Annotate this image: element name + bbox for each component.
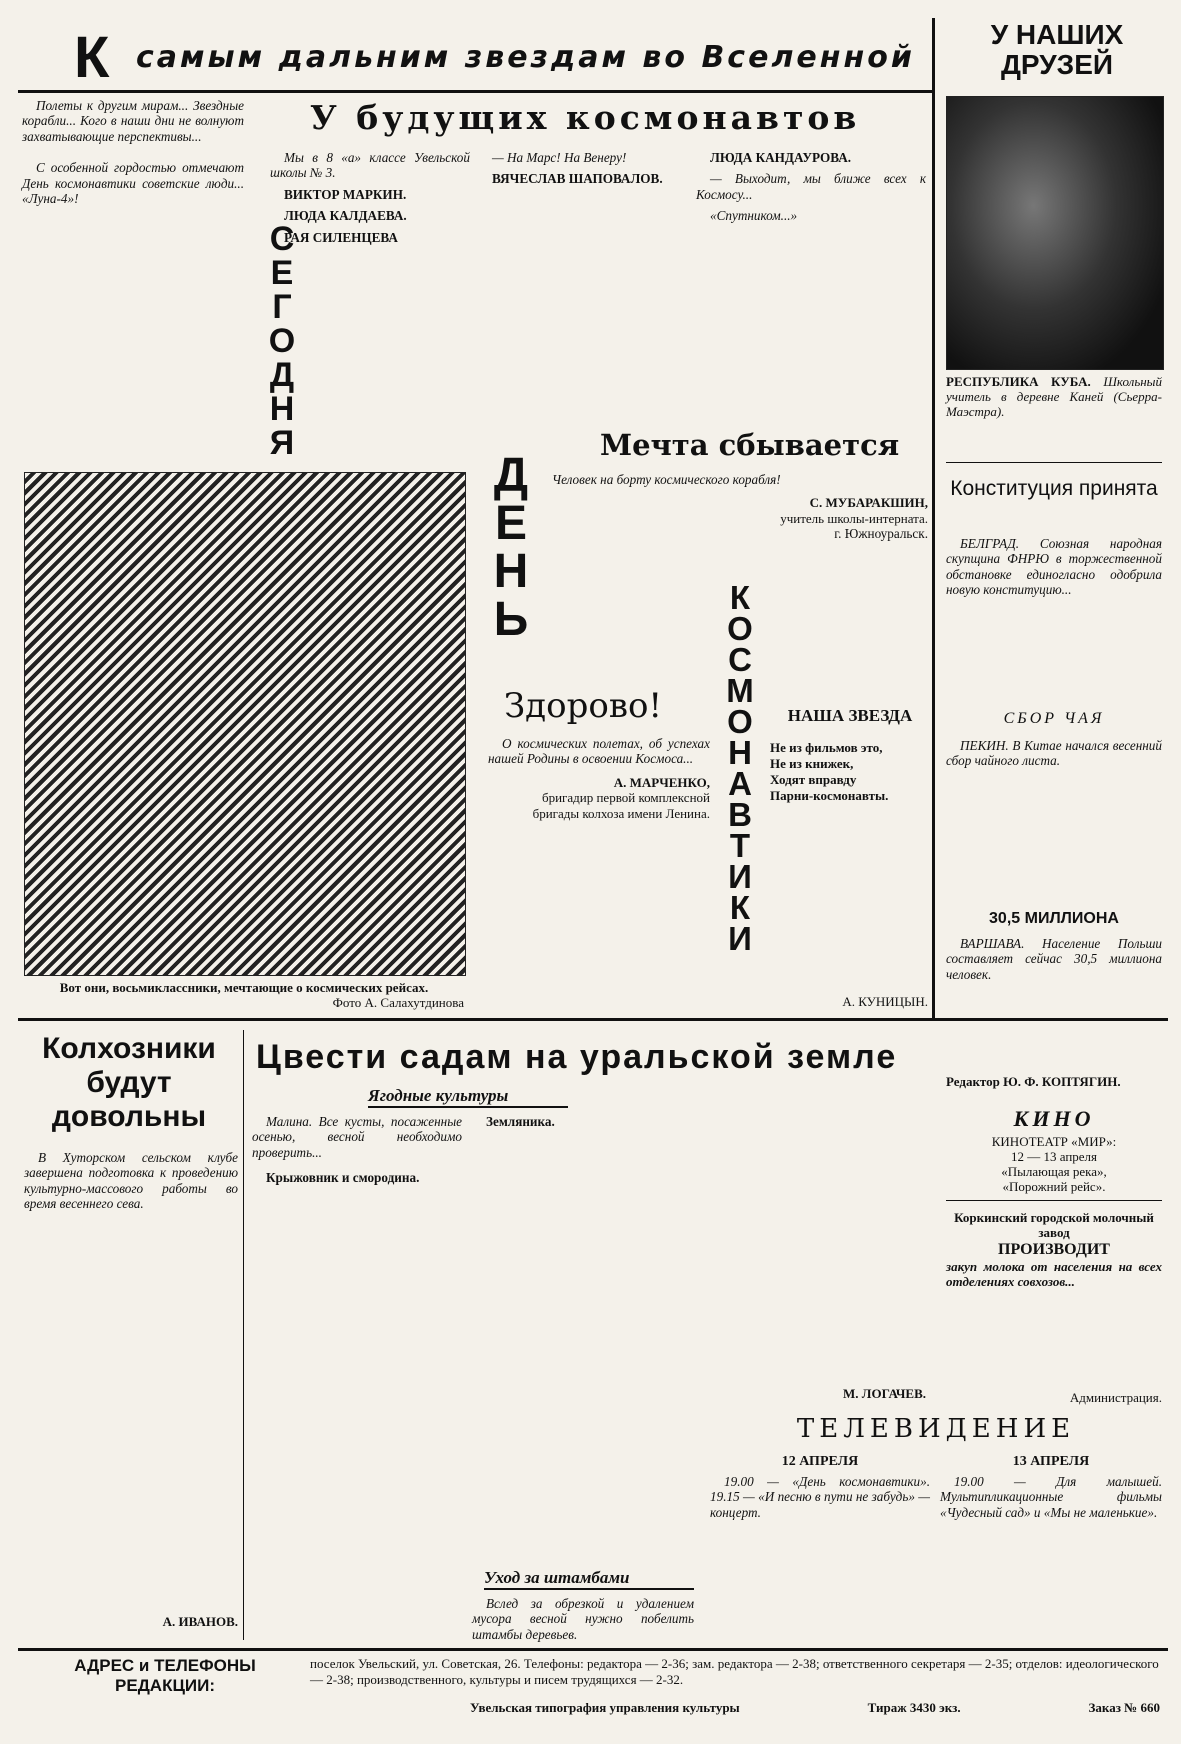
hello-title: Здорово! (504, 686, 663, 726)
future-vertical-word: СЕГОДНЯ (268, 220, 296, 462)
editor-line: Редактор Ю. Ф. КОПТЯГИН. (946, 1074, 1121, 1089)
tea-excerpt: ПЕКИН. В Китае начался весенний сбор чайного листа. (946, 738, 1162, 769)
gardens-title: Цвести садам на уральской земле (256, 1038, 898, 1076)
dream-signature-role: учитель школы-интерната. (780, 510, 928, 526)
tea-article (946, 738, 1162, 769)
poland-article (946, 936, 1162, 982)
cinema-title: КИНО (1013, 1106, 1095, 1131)
gardens-excerpt-1: Малина. Все кусты, посаженные осенью, весной необходимо проверить... (252, 1114, 462, 1160)
banner-headline: самым дальним звездам во Вселенной (136, 40, 915, 75)
future-col2-excerpt: — На Марс! На Венеру! (492, 150, 627, 165)
friends-rule-1 (946, 462, 1162, 463)
students-photo-credit: Фото А. Салахутдинова (332, 995, 464, 1010)
poem-title: НАША ЗВЕЗДА (787, 706, 913, 725)
constitution-excerpt: БЕЛГРАД. Союзная народная скупщина ФНРЮ в торжественной обстановке единогласно одобрила новую конституцию... (946, 536, 1162, 598)
dairy-excerpt: закуп молока от населения на всех отделениях совхозов... (946, 1259, 1162, 1289)
future-author-2: ЛЮДА КАЛДАЕВА. (284, 208, 407, 224)
banner-initial: К (74, 25, 110, 90)
tv-title: ТЕЛЕВИДЕНИЕ (796, 1414, 1076, 1444)
dream-article (538, 472, 928, 542)
poem-line-2: Не из книжек, (770, 756, 854, 771)
gardens-col-2b (472, 1596, 694, 1642)
cosmonautics-vertical-word: КОСМОНАВТИКИ (726, 579, 754, 957)
gardens-excerpt-2: Крыжовник и смородина. (266, 1170, 420, 1186)
cinema-info (946, 1134, 1162, 1194)
dream-title: Мечта сбывается (600, 428, 900, 462)
intro-excerpt: Полеты к другим мирам... Звездные корабли... Кого в наши дни не волнуют захватывающие перспективы... (22, 98, 244, 144)
poem-line-4: Парни-космонавты. (770, 788, 889, 803)
gardens-excerpt-3: Земляника. (486, 1114, 555, 1129)
footer-rule (18, 1648, 1168, 1651)
future-col-2 (478, 150, 688, 187)
footer-label: АДРЕС и ТЕЛЕФОНЫ РЕДАКЦИИ: (74, 1656, 256, 1695)
friends-title: У НАШИХ ДРУЗЕЙ (990, 19, 1124, 80)
cinema-film-2: «Порожний рейс». (1002, 1179, 1106, 1194)
cinema-rule (946, 1200, 1162, 1201)
dream-excerpt: Человек на борту космического корабля! (552, 472, 781, 487)
cuba-caption (946, 374, 1162, 419)
footer-order: Заказ № 660 (1088, 1700, 1160, 1715)
footer-address: поселок Увельский, ул. Советская, 26. Телефоны: редактора — 2-36; зам. редактора — 2-38; ответственного секретаря — 2-35; отделов: идеологического — 2-38; производственного, культуры и писем трудящихся — 2-32. (310, 1656, 1159, 1687)
dairy-signature: Администрация. (1069, 1390, 1162, 1405)
dairy-notice (946, 1210, 1162, 1289)
future-col3-excerpt: — Выходит, мы ближе всех к Космосу... (696, 171, 926, 202)
poland-excerpt: ВАРШАВА. Население Польши составляет сейчас 30,5 миллиона человек. (946, 936, 1162, 982)
tv-day2-date: 13 АПРЕЛЯ (1012, 1454, 1090, 1469)
dairy-org: Коркинский городской молочный завод (954, 1210, 1154, 1240)
future-author-1: ВИКТОР МАРКИН. (284, 186, 407, 202)
hello-article (488, 736, 710, 821)
cinema-dates: 12 — 13 апреля (1010, 1149, 1098, 1164)
future-col-3 (696, 150, 926, 224)
cuba-teacher-photo (946, 96, 1164, 370)
dream-place: г. Южноуральск. (834, 526, 928, 542)
gardens-signature: М. ЛОГАЧЕВ. (843, 1386, 926, 1401)
hello-signature-role: бригадир первой комплексной бригады колхоза имени Ленина. (532, 790, 710, 821)
gardens-subhead-2: Уход за штамбами (484, 1568, 694, 1590)
collective-signature: А. ИВАНОВ. (162, 1614, 238, 1629)
students-caption-text: Вот они, восьмиклассники, мечтающие о космических рейсах. (59, 980, 429, 995)
collective-excerpt: В Хуторском сельском клубе завершена подготовка к проведению культурно-массового работы во время весеннего сева. (24, 1150, 238, 1212)
intro-article (22, 98, 244, 206)
tv-day1 (710, 1474, 930, 1520)
poem-text (770, 740, 930, 804)
footer-print: Увельская типография управления культуры (470, 1700, 740, 1715)
cinema-theater: КИНОТЕАТР «МИР»: (991, 1134, 1117, 1149)
collective-title: Колхозники будут довольны (42, 1032, 216, 1133)
future-closing: «Спутником...» (710, 208, 798, 224)
future-title: У будущих космонавтов (310, 98, 861, 137)
poem-signature: А. КУНИЦЫН. (842, 994, 928, 1009)
tea-title: СБОР ЧАЯ (1003, 710, 1105, 727)
students-photo-caption (24, 980, 464, 1010)
hello-signature: А. МАРЧЕНКО, (613, 774, 710, 790)
tv-day1-date: 12 АПРЕЛЯ (781, 1454, 859, 1469)
poem-line-1: Не из фильмов это, (770, 740, 883, 755)
tv-day2-excerpt: 19.00 — Для малышей. Мультипликационные фильмы «Чудесный сад» и «Мы не маленькие». (940, 1474, 1162, 1520)
dream-signature: С. МУБАРАКШИН, (809, 495, 928, 511)
poem-line-3: Ходят вправду (770, 772, 857, 787)
gardens-col-2 (472, 1114, 694, 1129)
gardens-excerpt-4: Вслед за обрезкой и удалением мусора весной нужно побелить штамбы деревьев. (472, 1596, 694, 1642)
column-divider (932, 18, 935, 1018)
future-col1-excerpt: Мы в 8 «а» классе Увельской школы № 3. (270, 150, 470, 181)
constitution-title: Конституция принята (950, 477, 1158, 500)
footer-print-line (470, 1700, 1160, 1716)
tv-day2 (940, 1474, 1162, 1520)
tv-day1-excerpt: 19.00 — «День космонавтики». 19.15 — «И песню в пути не забудь» — концерт. (710, 1474, 930, 1520)
cuba-caption-text: Школьный учитель в деревне Каней (Сьерра-Маэстра). (946, 374, 1162, 419)
section-rule (18, 1018, 1168, 1021)
future-author-4: ВЯЧЕСЛАВ ШАПОВАЛОВ. (492, 171, 663, 187)
collective-article (24, 1150, 238, 1212)
gardens-col-1 (252, 1114, 462, 1186)
future-author-5: ЛЮДА КАНДАУРОВА. (710, 150, 852, 165)
cinema-film-1: «Пылающая река», (1001, 1164, 1107, 1179)
collective-divider (243, 1030, 244, 1640)
hello-excerpt: О космических полетах, об успехах нашей Родины в освоении Космоса... (488, 736, 710, 767)
students-photo (24, 472, 466, 976)
future-col-1 (270, 150, 470, 245)
gardens-subhead-1: Ягодные культуры (368, 1086, 568, 1108)
intro-excerpt-2: С особенной гордостью отмечают День космонавтики советские люди... «Луна-4»! (22, 160, 244, 207)
cuba-caption-head: РЕСПУБЛИКА КУБА. (946, 374, 1091, 389)
dairy-action: ПРОИЗВОДИТ (998, 1241, 1110, 1258)
top-banner (74, 25, 924, 92)
poland-title: 30,5 МИЛЛИОНА (989, 910, 1119, 927)
constitution-article (946, 536, 1162, 598)
future-author-3: РАЯ СИЛЕНЦЕВА (284, 229, 398, 245)
footer-run: Тираж 3430 экз. (867, 1700, 961, 1715)
day-vertical-word: ДЕНЬ (493, 449, 529, 646)
